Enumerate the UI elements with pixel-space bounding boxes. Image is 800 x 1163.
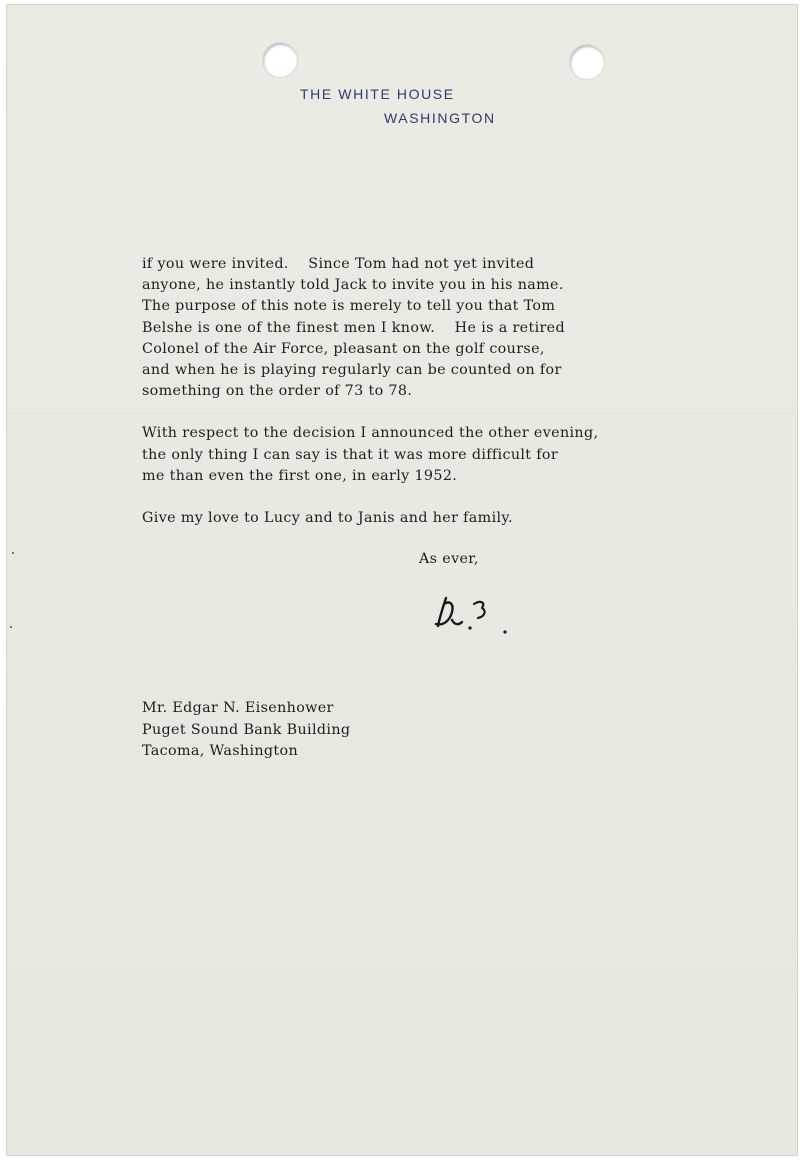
paragraph-2 (142, 423, 742, 487)
body-line: With respect to the decision I announced the other evening, (142, 425, 599, 442)
letterhead-organization: THE WHITE HOUSE (300, 86, 455, 102)
body-line: and when he is playing regularly can be counted on for (142, 362, 562, 379)
recipient-address-line-1: Puget Sound Bank Building (142, 721, 351, 738)
body-line: Give my love to Lucy and to Janis and her family. (142, 510, 513, 527)
closing-salutation: As ever, (419, 551, 479, 567)
paragraph-spacer (142, 487, 742, 508)
paragraph-1 (142, 254, 742, 402)
body-line: me than even the first one, in early 1952. (142, 467, 458, 484)
recipient-address-block (142, 698, 350, 763)
punch-hole-left (263, 43, 297, 77)
body-line: Colonel of the Air Force, pleasant on the golf course, (142, 340, 545, 357)
paper-speck (12, 552, 14, 554)
body-line: the only thing I can say is that it was more difficult for (142, 446, 559, 463)
body-line: if you were invited. Since Tom had not yet invited (142, 256, 535, 272)
paper-speck (10, 626, 12, 628)
letter-page (6, 4, 798, 1156)
body-line: The purpose of this note is merely to tell you that Tom (142, 298, 556, 315)
recipient-name: Mr. Edgar N. Eisenhower (142, 700, 334, 716)
body-line: Belshe is one of the finest men I know. He is a retired (142, 319, 565, 336)
paragraph-3 (142, 508, 742, 529)
paragraph-spacer (142, 402, 742, 423)
letter-body (142, 254, 742, 529)
handwritten-signature (430, 590, 520, 640)
body-line: anyone, he instantly told Jack to invite you in his name. (142, 277, 564, 294)
recipient-address-line-2: Tacoma, Washington (142, 743, 299, 759)
punch-hole-right (570, 45, 604, 79)
body-line: something on the order of 73 to 78. (142, 383, 413, 400)
letterhead-city: WASHINGTON (384, 110, 496, 126)
